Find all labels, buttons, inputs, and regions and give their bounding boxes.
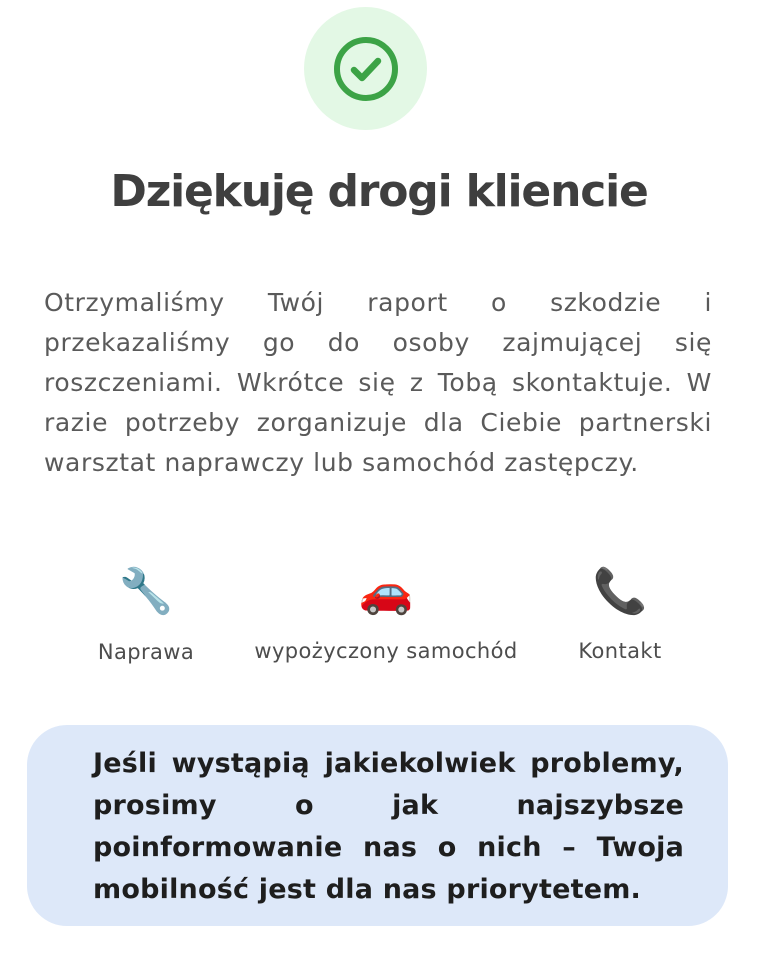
- option-contact-label: Kontakt: [578, 639, 662, 663]
- confirmation-message: Otrzymaliśmy Twój raport o szkodzie i przekazaliśmy go do osoby zajmującej się roszczeniami. Wkrótce się z Tobą skontaktuje. W razie potrzeby zorganizuje dla Ciebie partnerski warsztat naprawczy lub samochód zastępczy.: [44, 288, 712, 477]
- option-rental-car-label: wypożyczony samochód: [254, 639, 518, 663]
- option-repair-label: Naprawa: [97, 640, 195, 664]
- option-contact[interactable]: [566, 562, 674, 665]
- notice-box: [27, 725, 728, 926]
- page-title: Dziękuję drogi kliencie: [110, 166, 648, 217]
- option-repair[interactable]: [88, 562, 204, 666]
- check-circle-icon: [331, 34, 401, 104]
- phone-icon: 📞: [592, 566, 648, 617]
- car-icon: 🚗: [358, 566, 414, 617]
- option-rental-car[interactable]: [236, 562, 536, 665]
- success-badge: [304, 7, 427, 130]
- notice-text: Jeśli wystąpią jakiekolwiek problemy, prosimy o jak najszybsze poinformowanie nas o nich – Twoja mobilność jest dla nas priorytetem.: [93, 748, 684, 905]
- wrench-icon: 🔧: [118, 566, 174, 617]
